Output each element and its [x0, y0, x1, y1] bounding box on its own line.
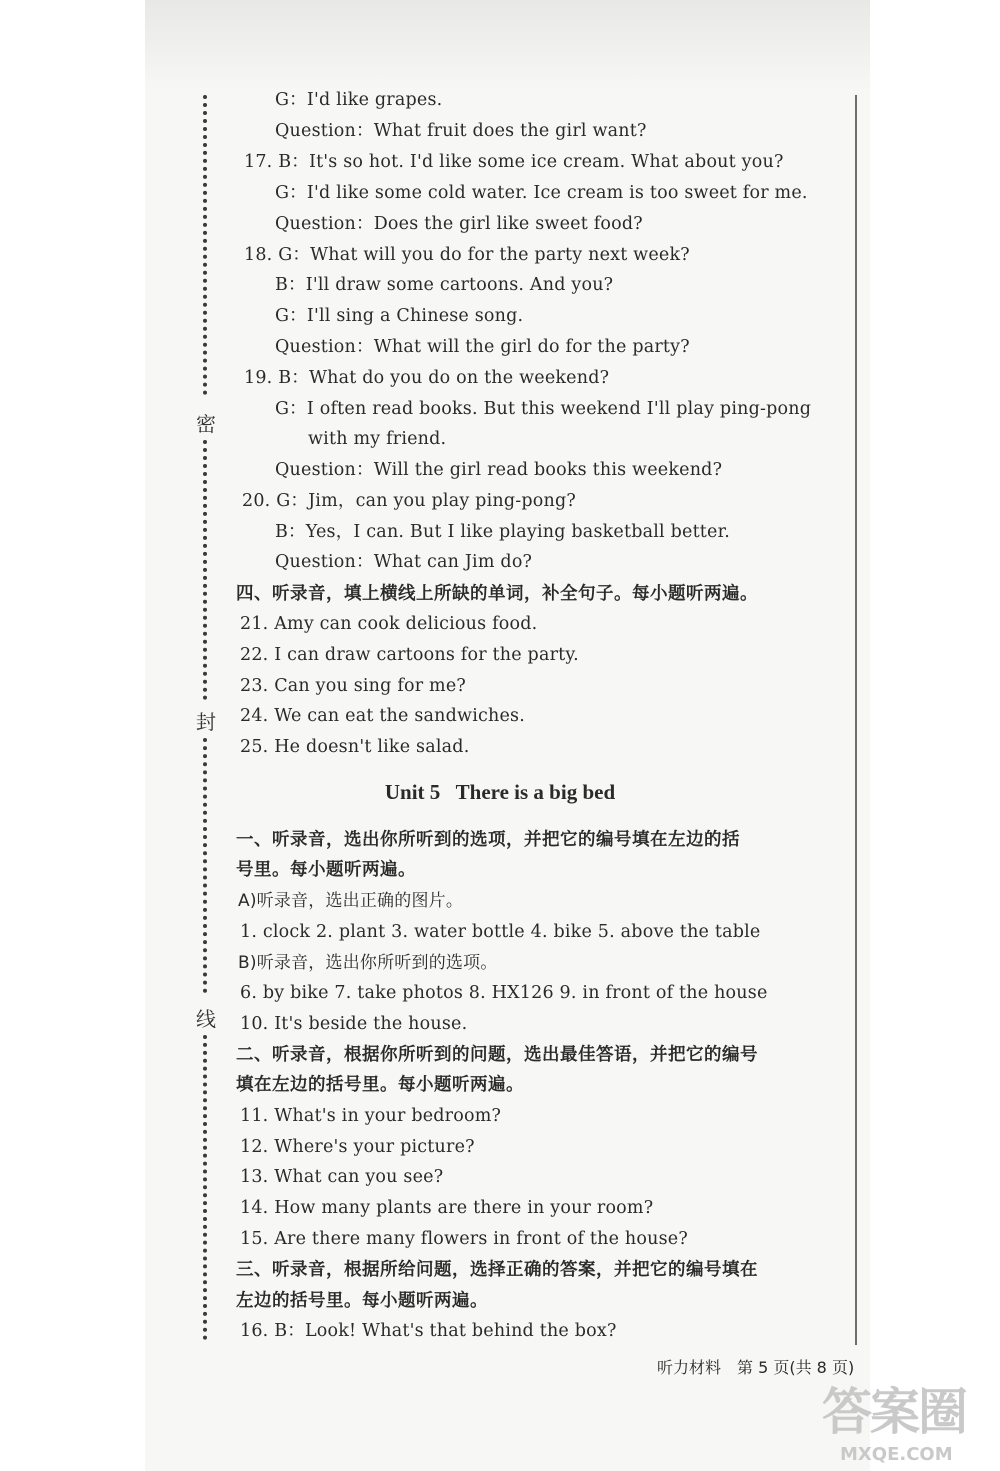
transcript-line: 22. I can draw cartoons for the party. [240, 645, 579, 665]
transcript-line: G：I'd like some cold water. Ice cream is too sweet for me. [275, 183, 808, 203]
section-heading-2-cont: 填在左边的括号里。每小题听两遍。 [236, 1075, 524, 1095]
transcript-line: 19. B：What do you do on the weekend? [244, 368, 610, 388]
seal-char-xian: 线 [196, 1007, 216, 1031]
transcript-line: Question：Will the girl read books this weekend? [275, 460, 723, 480]
transcript-line: B：I'll draw some cartoons. And you? [275, 275, 614, 295]
paper-top-shadow [145, 0, 870, 90]
transcript-line: 25. He doesn't like salad. [240, 737, 470, 757]
watermark-url: MXQE.COM [840, 1444, 953, 1465]
transcript-line: Question：What will the girl do for the party? [275, 337, 690, 357]
transcript-line: 16. B：Look! What's that behind the box? [240, 1321, 617, 1341]
transcript-line: B：Yes，I can. But I like playing basketball better. [275, 522, 730, 542]
transcript-line: 18. G：What will you do for the party next week? [244, 245, 690, 265]
subsection-a: A)听录音，选出正确的图片。 [238, 891, 464, 911]
transcript-line: 13. What can you see? [240, 1167, 444, 1187]
seal-dotted-line [203, 1035, 207, 1340]
transcript-line: G：I'll sing a Chinese song. [275, 306, 524, 326]
transcript-line: 10. It's beside the house. [240, 1014, 468, 1034]
watermark-logo: 答案圈 [822, 1383, 966, 1441]
section-heading-1-cont: 号里。每小题听两遍。 [236, 860, 416, 880]
transcript-line: Question：Does the girl like sweet food? [275, 214, 643, 234]
seal-dotted-line [203, 95, 207, 395]
section-heading-1: 一、听录音，选出你所听到的选项，并把它的编号填在左边的括 [236, 830, 740, 850]
transcript-line: 12. Where's your picture? [240, 1137, 475, 1157]
section-heading-3: 三、听录音，根据所给问题，选择正确的答案，并把它的编号填在 [236, 1260, 758, 1280]
transcript-line: 15. Are there many flowers in front of the house? [240, 1229, 688, 1249]
transcript-line: 11. What's in your bedroom? [240, 1106, 502, 1126]
section-heading-3-cont: 左边的括号里。每小题听两遍。 [236, 1291, 488, 1311]
transcript-line: 24. We can eat the sandwiches. [240, 706, 525, 726]
seal-dotted-line [203, 440, 207, 700]
transcript-line: 6. by bike 7. take photos 8. HX126 9. in front of the house [240, 983, 768, 1003]
unit-title: Unit 5 There is a big bed [384, 780, 616, 804]
watermark [822, 1372, 997, 1467]
right-margin-rule [855, 95, 857, 1345]
transcript-line: 21. Amy can cook delicious food. [240, 614, 538, 634]
transcript-line: 1. clock 2. plant 3. water bottle 4. bike 5. above the table [240, 922, 761, 942]
page-footer: 听力材料 第 5 页(共 8 页) [657, 1358, 855, 1377]
transcript-line: 20. G：Jim，can you play ping-pong? [242, 491, 576, 511]
transcript-line: G：I often read books. But this weekend I'll play ping-pong [275, 399, 812, 419]
subsection-b: B)听录音，选出你所听到的选项。 [238, 953, 498, 973]
transcript-line: 14. How many plants are there in your room? [240, 1198, 654, 1218]
seal-char-mi: 密 [196, 412, 216, 436]
transcript-line: G：I'd like grapes. [275, 90, 443, 110]
section-heading-4: 四、听录音，填上横线上所缺的单词，补全句子。每小题听两遍。 [236, 584, 758, 604]
transcript-line: 23. Can you sing for me? [240, 676, 466, 696]
transcript-line: 17. B：It's so hot. I'd like some ice cream. What about you? [244, 152, 784, 172]
section-heading-2: 二、听录音，根据你所听到的问题，选出最佳答语，并把它的编号 [236, 1045, 758, 1065]
seal-char-feng: 封 [196, 710, 216, 734]
seal-dotted-line [203, 738, 207, 993]
transcript-line: Question：What fruit does the girl want? [275, 121, 647, 141]
transcript-line: with my friend. [308, 429, 447, 449]
transcript-line: Question：What can Jim do? [275, 552, 533, 572]
